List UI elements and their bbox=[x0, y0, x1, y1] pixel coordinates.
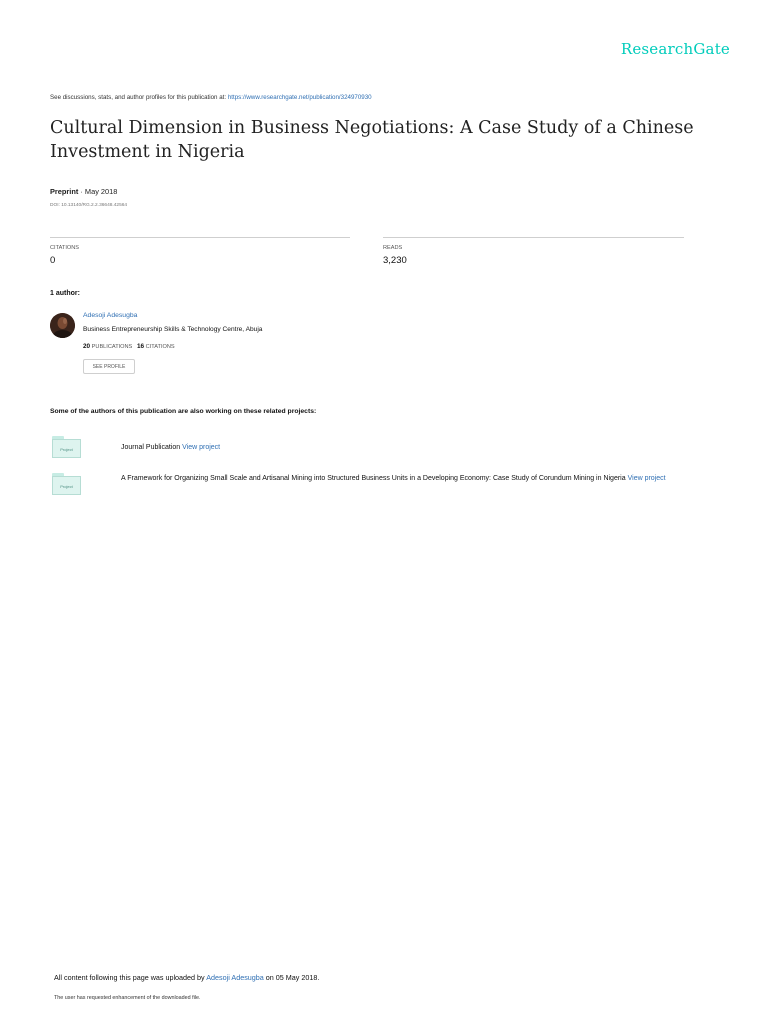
project-folder-icon bbox=[50, 436, 83, 460]
publication-date: May 2018 bbox=[84, 187, 118, 196]
reads-divider bbox=[383, 237, 684, 238]
project-icon-label: Project bbox=[52, 439, 81, 458]
upload-prefix: All content following this page was uploaded by bbox=[54, 973, 205, 982]
project-item bbox=[121, 441, 721, 455]
meta-separator: · bbox=[78, 187, 85, 196]
publication-doi: DOI: 10.13140/RG.2.2.36648.42564 bbox=[50, 203, 128, 208]
publication-type: Preprint bbox=[50, 187, 79, 196]
citations-value: 0 bbox=[50, 255, 56, 266]
publication-url-link[interactable]: https://www.researchgate.net/publication/324970930 bbox=[227, 94, 372, 101]
reads-label: READS bbox=[383, 245, 403, 251]
author-stats bbox=[83, 343, 175, 350]
publication-title: Cultural Dimension in Business Negotiations: A Case Study of a Chinese Investment in Nigeria bbox=[50, 118, 694, 162]
upload-note bbox=[54, 973, 319, 982]
reads-value: 3,230 bbox=[383, 255, 407, 266]
upload-suffix: on 05 May 2018. bbox=[265, 973, 320, 982]
project-item bbox=[121, 472, 711, 486]
author-affiliation: Business Entrepreneurship Skills & Technology Centre, Abuja bbox=[83, 326, 263, 333]
author-name-link[interactable]: Adesoji Adesugba bbox=[83, 312, 138, 319]
project-title: Journal Publication bbox=[121, 444, 181, 451]
view-project-link[interactable]: View project bbox=[627, 475, 666, 482]
researchgate-logo[interactable]: ResearchGate bbox=[620, 40, 730, 58]
view-project-link[interactable]: View project bbox=[182, 444, 221, 451]
discussion-line bbox=[50, 94, 372, 101]
author-citations-label: CITATIONS bbox=[145, 344, 175, 350]
author-publications-count: 20 bbox=[83, 343, 91, 350]
project-icon-label: Project bbox=[52, 476, 81, 495]
citations-label: CITATIONS bbox=[50, 245, 80, 251]
publication-meta bbox=[50, 187, 117, 196]
author-avatar[interactable] bbox=[50, 313, 75, 338]
uploader-link[interactable]: Adesoji Adesugba bbox=[206, 973, 264, 982]
citations-divider bbox=[50, 237, 350, 238]
project-folder-icon bbox=[50, 473, 83, 497]
discussion-text: See discussions, stats, and author profiles for this publication at: bbox=[50, 94, 227, 101]
authors-heading: 1 author: bbox=[50, 290, 80, 297]
author-citations-count: 16 bbox=[136, 343, 145, 350]
avatar-portrait-icon bbox=[50, 313, 75, 338]
see-profile-button[interactable]: SEE PROFILE bbox=[83, 359, 135, 374]
project-title: A Framework for Organizing Small Scale and Artisanal Mining into Structured Business Units in a Developing Economy: Case Study of Corundum Mining in Nigeria bbox=[121, 475, 626, 482]
related-projects-heading: Some of the authors of this publication are also working on these related projects: bbox=[50, 408, 317, 415]
enhancement-note: The user has requested enhancement of the downloaded file. bbox=[54, 995, 201, 1001]
author-publications-label: PUBLICATIONS bbox=[91, 344, 133, 350]
